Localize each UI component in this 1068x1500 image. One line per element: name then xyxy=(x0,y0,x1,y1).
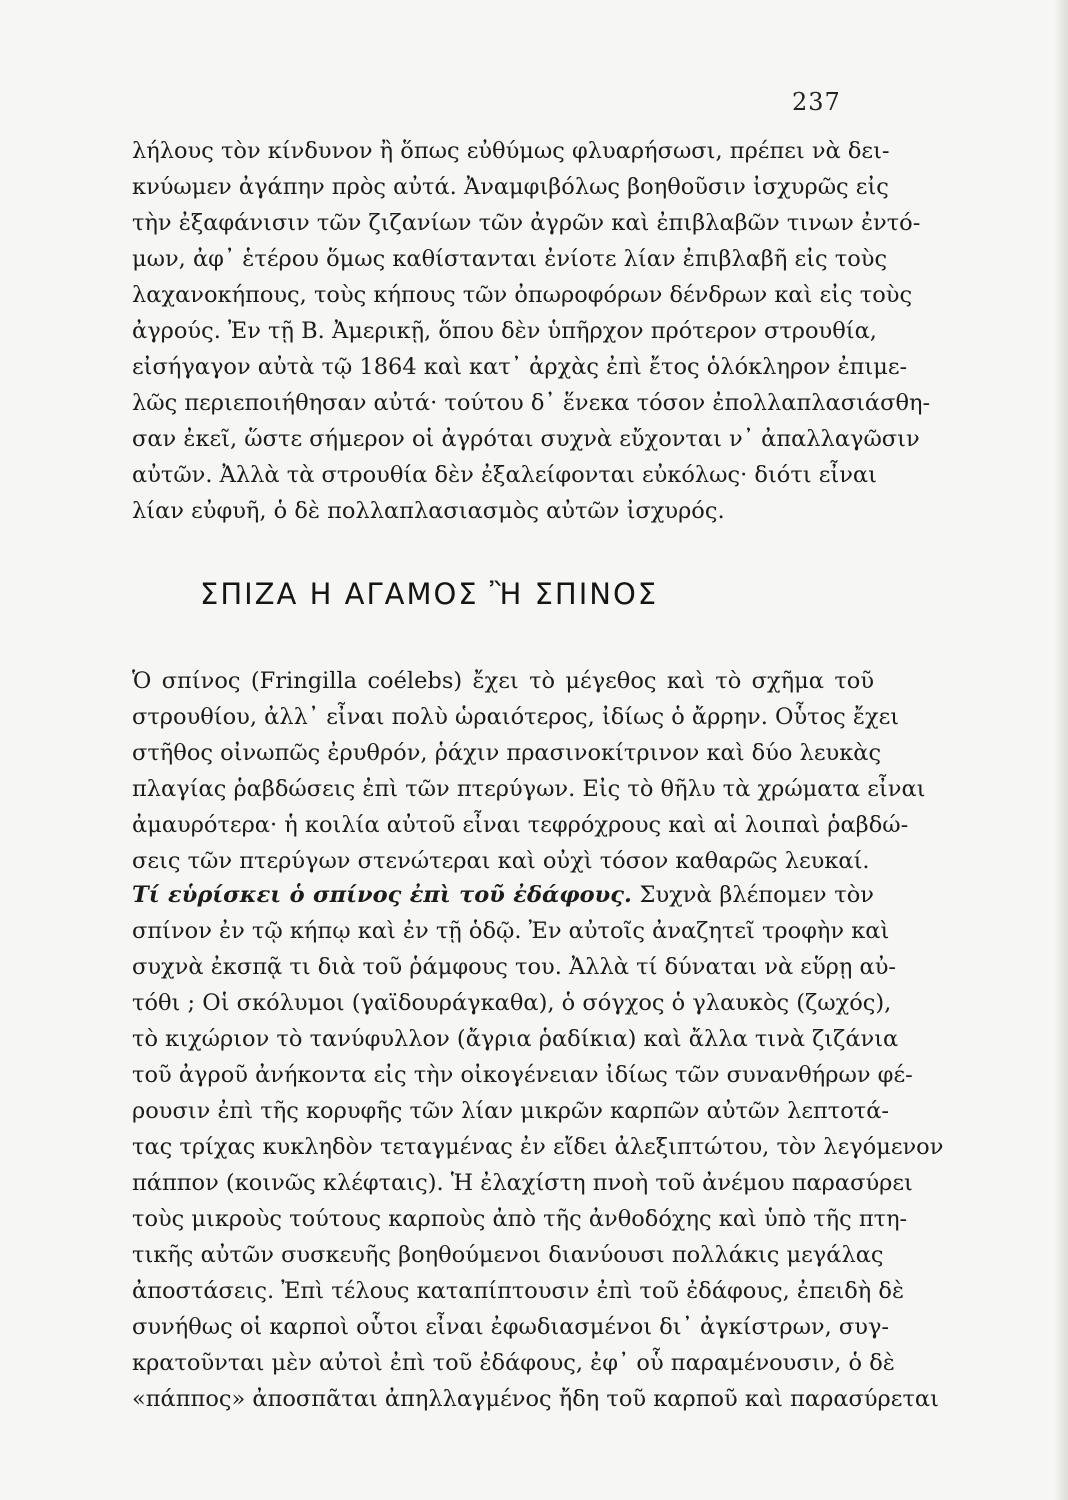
text-line: λῶς περιεποιήθησαν αὐτά· τούτου δ᾽ ἕνεκα τόσον ἐπολλαπλασιάσθη- xyxy=(132,390,931,416)
text-line: ρουσιν ἐπὶ τῆς κορυφῆς τῶν λίαν μικρῶν καρπῶν αὐτῶν λεπτοτά- xyxy=(132,1098,890,1124)
text-line: «πάππος» ἀποσπᾶται ἀπηλλαγμένος ἤδη τοῦ καρποῦ καὶ παρασύρεται xyxy=(132,1386,939,1412)
page-edge-shadow xyxy=(1054,0,1068,1500)
text-line: ἀμαυρότερα· ἡ κοιλία αὐτοῦ εἶναι τεφρόχρους καὶ αἱ λοιπαὶ ῥαβδώ- xyxy=(132,812,909,838)
text-line: εἰσήγαγον αὐτὰ τῷ 1864 καὶ κατ᾽ ἀρχὰς ἐπὶ ἔτος ὁλόκληρον ἐπιμε- xyxy=(132,354,908,380)
text-line: λίαν εὐφυῆ, ὁ δὲ πολλαπλασιασμὸς αὐτῶν ἰσχυρός. xyxy=(132,498,725,524)
text-line: σπίνον ἐν τῷ κήπῳ καὶ ἐν τῇ ὁδῷ. Ἐν αὐτοῖς ἀναζητεῖ τροφὴν καὶ xyxy=(132,918,890,944)
text-line: ἀγρούς. Ἐν τῇ Β. Ἀμερικῇ, ὅπου δὲν ὑπῆρχον πρότερον στρουθία, xyxy=(132,318,877,344)
text-line: πάππον (κοινῶς κλέφταις). Ἡ ἐλαχίστη πνοὴ τοῦ ἀνέμου παρασύρει xyxy=(132,1170,913,1196)
text-line: μων, ἀφ᾽ ἑτέρου ὅμως καθίστανται ἐνίοτε λίαν ἐπιβλαβῆ εἰς τοὺς xyxy=(132,246,888,272)
text-line: τοὺς μικροὺς τούτους καρποὺς ἀπὸ τῆς ἀνθοδόχης καὶ ὑπὸ τῆς πτη- xyxy=(132,1206,908,1232)
text-line: τοῦ ἀγροῦ ἀνήκοντα εἰς τὴν οἰκογένειαν ἰδίως τῶν συνανθήρων φέ- xyxy=(132,1062,913,1088)
text-line: λήλους τὸν κίνδυνον ἢ ὅπως εὐθύμως φλυαρήσωσι, πρέπει νὰ δει- xyxy=(132,138,890,164)
subheading: Τί εὑρίσκει ὁ σπίνος ἐπὶ τοῦ ἐδάφους. xyxy=(132,882,632,908)
text-line: Ὁ σπίνος (Fringilla coélebs) ἔχει τὸ μέγεθος καὶ τὸ σχῆμα τοῦ xyxy=(132,668,874,694)
text-line: κρατοῦνται μὲν αὐτοὶ ἐπὶ τοῦ ἐδάφους, ἐφ᾽ οὗ παραμένουσιν, ὁ δὲ xyxy=(132,1350,895,1376)
text-line: στρουθίου, ἀλλ᾽ εἶναι πολὺ ὡραιότερος, ἰδίως ὁ ἄρρην. Οὗτος ἔχει xyxy=(132,704,900,730)
text-line: κνύωμεν ἀγάπην πρὸς αὐτά. Ἀναμφιβόλως βοηθοῦσιν ἰσχυρῶς εἰς xyxy=(132,174,889,200)
text-line: συχνὰ ἐκσπᾷ τι διὰ τοῦ ῥάμφους του. Ἀλλὰ τί δύναται νὰ εὕρῃ αὐ- xyxy=(132,954,896,980)
text-line: τικῆς αὐτῶν συσκευῆς βοηθούμενοι διανύουσι πολλάκις μεγάλας xyxy=(132,1242,884,1268)
text-line: στῆθος οἰνωπῶς ἐρυθρόν, ῥάχιν πρασινοκίτρινον καὶ δύο λευκὰς xyxy=(132,740,882,766)
text-line: τὴν ἐξαφάνισιν τῶν ζιζανίων τῶν ἀγρῶν καὶ ἐπιβλαβῶν τινων ἐντό- xyxy=(132,210,921,236)
text-line: αὐτῶν. Ἀλλὰ τὰ στρουθία δὲν ἐξαλείφονται εὐκόλως· διότι εἶναι xyxy=(132,462,877,488)
text-line: ἀποστάσεις. Ἐπὶ τέλους καταπίπτουσιν ἐπὶ τοῦ ἐδάφους, ἐπειδὴ δὲ xyxy=(132,1278,905,1304)
subheading-rest: Συχνὰ βλέπομεν τὸν xyxy=(639,882,874,908)
subheading-line xyxy=(132,878,874,912)
text-line: σαν ἐκεῖ, ὥστε σήμερον οἱ ἀγρόται συχνὰ εὔχονται ν᾽ ἀπαλλαγῶσιν xyxy=(132,426,920,452)
section-heading: ΣΠΙΖΑ Η ΑΓΑΜΟΣ Ἢ ΣΠΙΝΟΣ xyxy=(200,577,659,611)
text-line: συνήθως οἱ καρποὶ οὗτοι εἶναι ἐφωδιασμένοι δι᾽ ἀγκίστρων, συγ- xyxy=(132,1314,889,1340)
text-line: τόθι ; Οἱ σκόλυμοι (γαϊδουράγκαθα), ὁ σόγχος ὁ γλαυκὸς (ζωχός), xyxy=(132,990,892,1016)
text-line: σεις τῶν πτερύγων στενώτεραι καὶ οὐχὶ τόσον καθαρῶς λευκαί. xyxy=(132,848,870,874)
text-line: λαχανοκήπους, τοὺς κήπους τῶν ὀπωροφόρων δένδρων καὶ εἰς τοὺς xyxy=(132,282,913,308)
page-number: 237 xyxy=(792,88,841,116)
text-line: τὸ κιχώριον τὸ τανύφυλλον (ἄγρια ῥαδίκια) καὶ ἄλλα τινὰ ζιζάνια xyxy=(132,1026,899,1052)
text-line: πλαγίας ῥαβδώσεις ἐπὶ τῶν πτερύγων. Εἰς τὸ θῆλυ τὰ χρώματα εἶναι xyxy=(132,776,926,802)
text-line: τας τρίχας κυκληδὸν τεταγμένας ἐν εἴδει ἀλεξιπτώτου, τὸν λεγόμενον xyxy=(132,1134,944,1160)
